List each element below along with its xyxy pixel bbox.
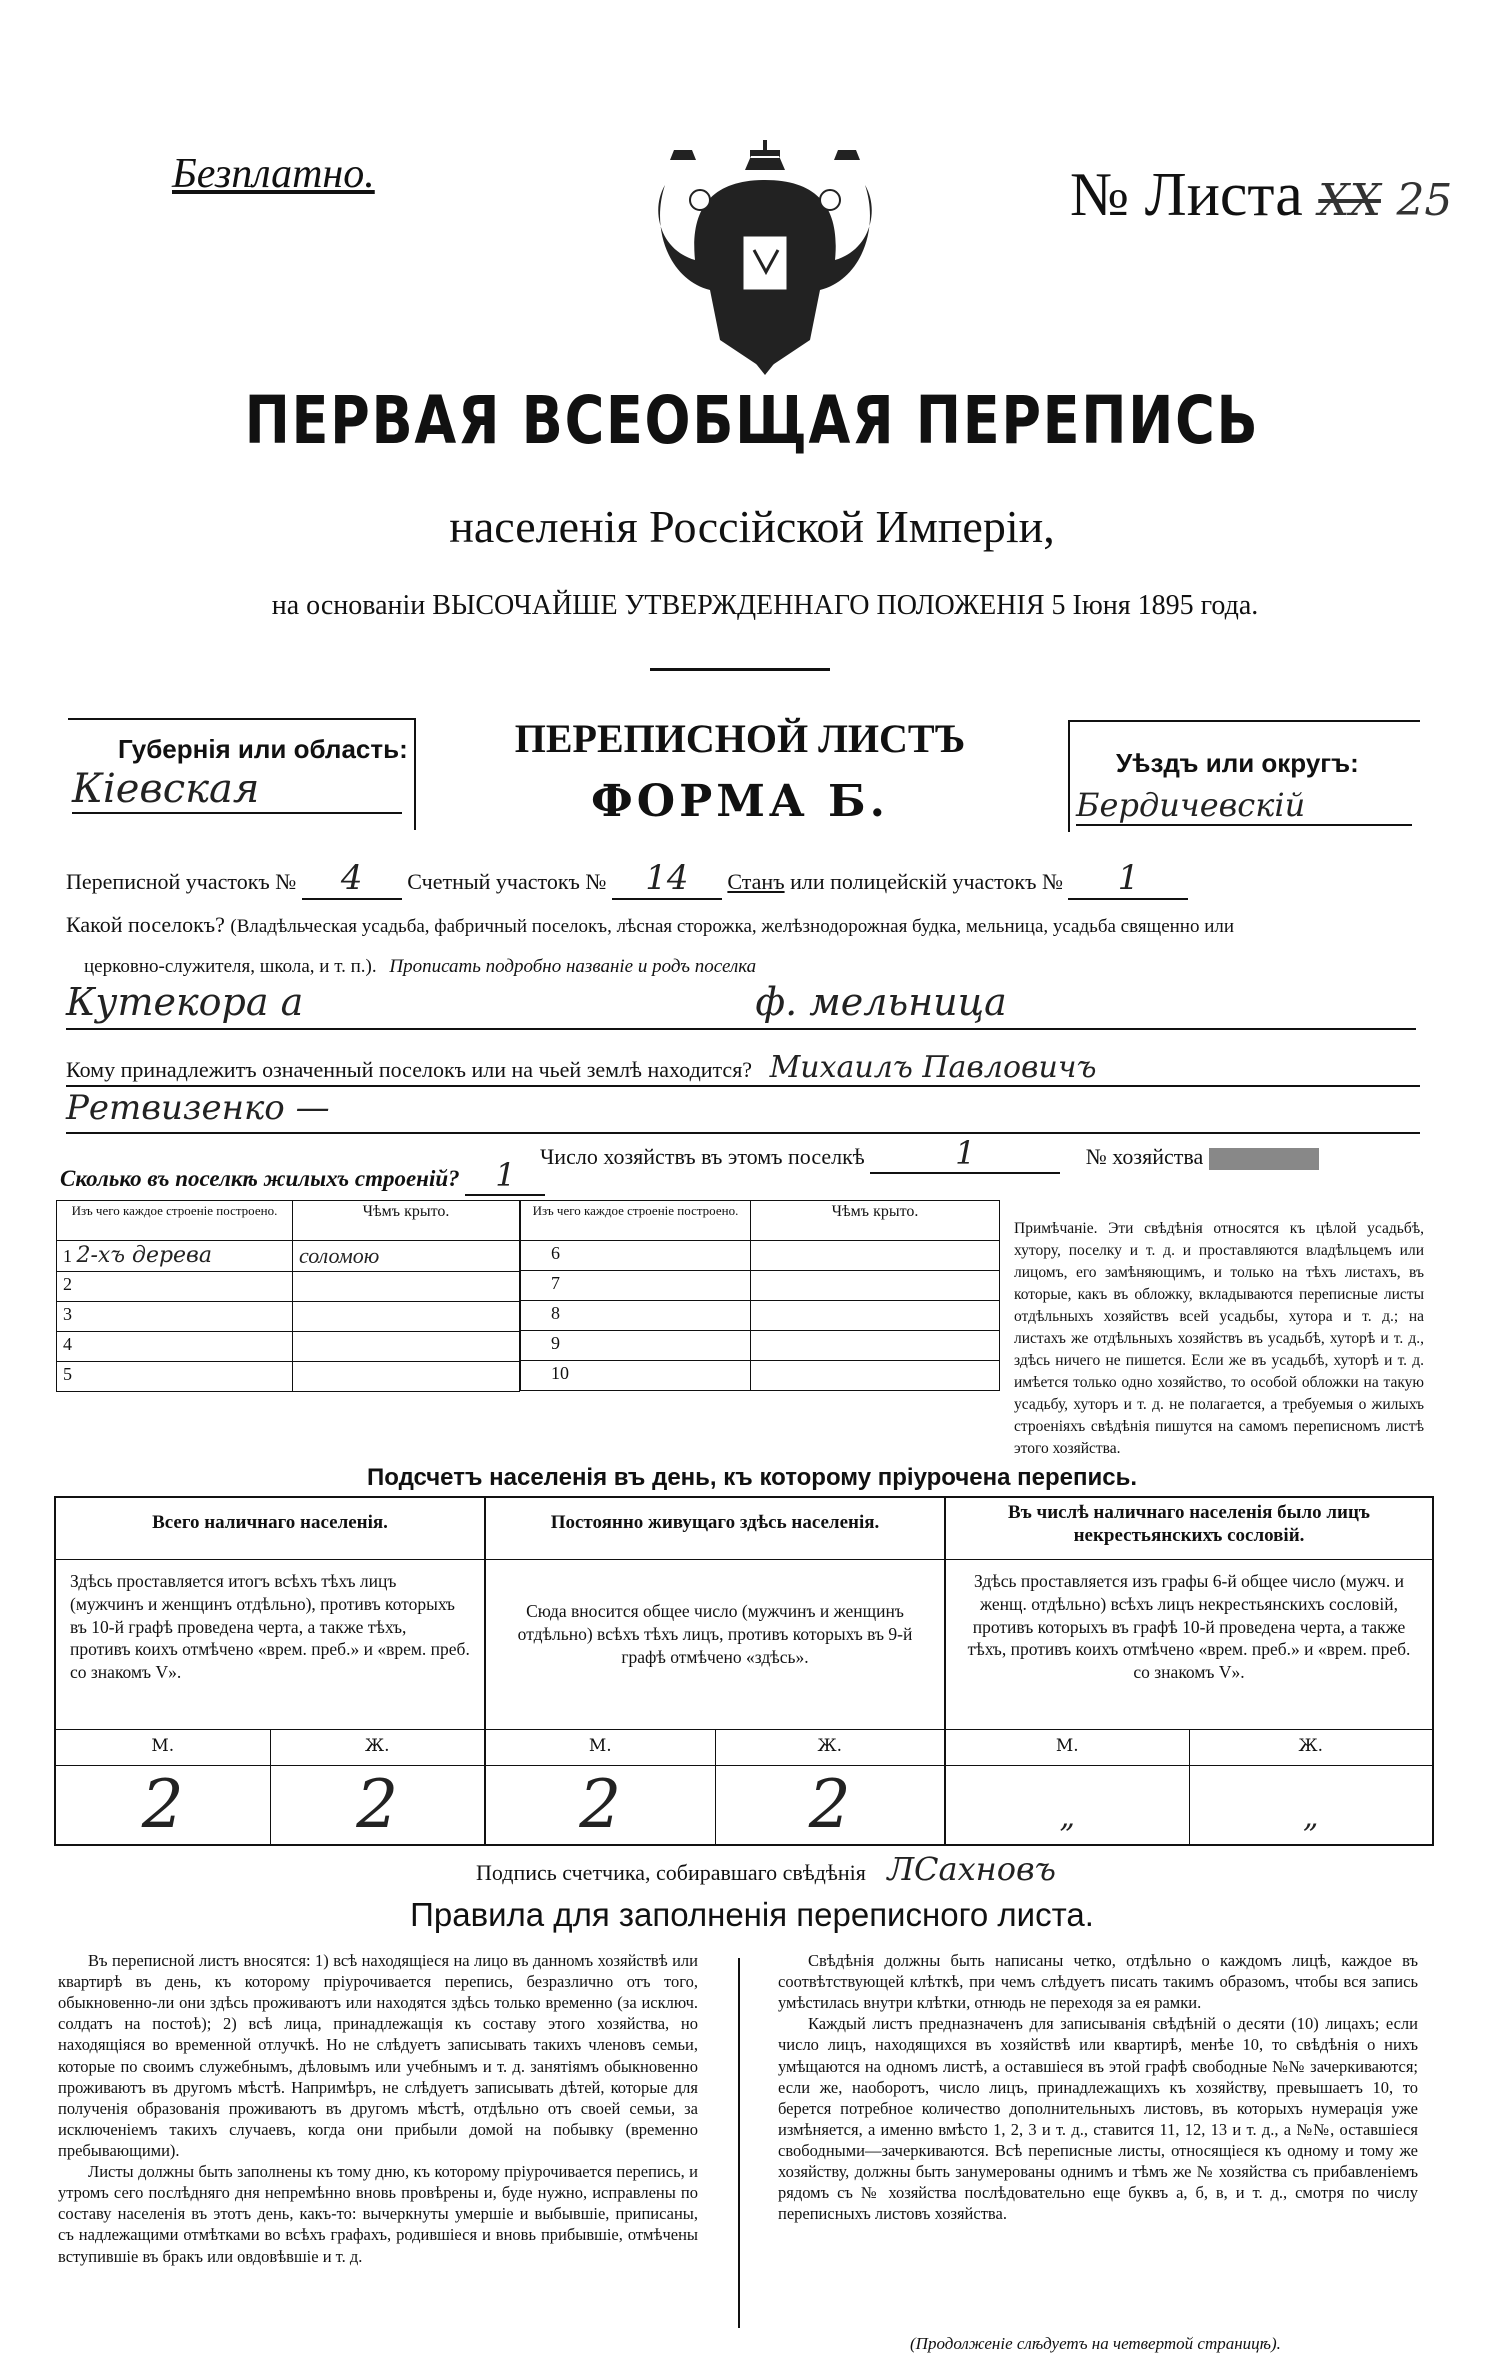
- sheet-number: № Листа XX 25: [1070, 161, 1453, 229]
- signature-value: ЛСахновъ: [887, 1850, 1056, 1888]
- uchastok-line: Переписной участокъ № 4 Счетный участокъ № 14 Станъ или полицейскій участокъ № 1: [66, 858, 1188, 900]
- continued-note: (Продолженіе слѣдуетъ на четвертой страницѣ).: [910, 2334, 1281, 2353]
- main-title: ПЕРВАЯ ВСЕОБЩАЯ ПЕРЕПИСЬ: [244, 382, 1260, 459]
- stan-value: 1: [1068, 858, 1188, 900]
- posel-value: Кутекора а ф. мельница: [66, 980, 1416, 1030]
- buildings-line: Сколько въ поселкѣ жилыхъ строеній? 1: [60, 1156, 545, 1196]
- basis-line: на основаніи ВЫСОЧАЙШЕ УТВЕРЖДЕННАГО ПОЛОЖЕНІЯ 5 Іюня 1895 года.: [271, 590, 1259, 621]
- permanent-m: 2: [486, 1766, 716, 1844]
- nonpeasant-f: „: [1302, 1800, 1319, 1835]
- rules-title: Правила для заполненія переписного листа.: [410, 1896, 1094, 1933]
- household-number-redacted: [1209, 1148, 1319, 1170]
- signature-line: Подпись счетчика, собиравшаго свѣдѣнія ЛСахновъ: [476, 1850, 1056, 1888]
- permanent-f: 2: [808, 1766, 851, 1843]
- owner-value-2: Ретвизенко —: [66, 1088, 1420, 1134]
- rules-left: Въ переписной листъ вносятся: 1) всѣ находящіеся на лицо въ данномъ хозяйствѣ или квартирѣ въ день, къ которому пріурочивается перепись, безразлично отъ того, обыкновенно-ли они здѣсь проживаютъ или находятся здѣсь только временно (за исключ. солдатъ на постоѣ); 2) всѣ лица, принадлежащія къ составу этого хозяйства, но находящіяся во временной отлучкѣ. Но не слѣдуетъ записывать такихъ членовъ семьи, которые по своимъ служебнымъ, дѣловымъ или учебнымъ и т. д. занятіямъ обыкновенно проживаютъ въ другомъ мѣстѣ. Напримѣръ, не слѣдуетъ записывать дѣтей, которые для полученія образованія проживаютъ въ другомъ мѣстѣ, отдѣльно отъ своей семьи, за исключеніемъ такихъ случаевъ, когда они прибыли домой на побывку (временно пребывающими). Листы должны быть заполнены къ тому дню, къ которому пріурочивается перепись, и утромъ сего послѣдняго дня непремѣнно вновь провѣрены и, буде нужно, исправлены по составу населенія въ этотъ день, какъ-то: вычеркнуты умершіе и выбывшіе, приписаны, съ надлежащими отмѣтками во всѣхъ графахъ, родившіеся и вновь прибывшіе, отмѣчены вступившіе въ бракъ или овдовѣвшіе и т. д.: [58, 1951, 698, 2266]
- uezd-label: Уѣздъ или округъ:: [1116, 748, 1359, 778]
- posel-line: Какой поселокъ? (Владѣльческая усадьба, фабричный поселокъ, лѣсная сторожка, желѣзнодорожная будка, мельница, усадьба священно или: [66, 912, 1235, 937]
- uezd-box: [1068, 720, 1420, 832]
- posel-hint-line: церковно-служителя, школа, и т. п.). Прописать подробно названіе и родъ поселка: [84, 956, 757, 977]
- population-col-permanent: Постоянно живущаго здѣсь населенія. Сюда вносится общее число (мужчинъ и женщинъ отдѣльно) всѣхъ тѣхъ лицъ, противъ которыхъ въ 9-й графѣ отмѣчено «здѣсь». М. Ж. 2 2: [486, 1498, 946, 1844]
- free-label: Безплатно.: [172, 151, 375, 197]
- nonpeasant-m: „: [946, 1766, 1190, 1844]
- households-value: 1: [870, 1134, 1060, 1174]
- schetny-value: 14: [612, 858, 722, 900]
- population-table: [54, 1496, 1434, 1846]
- sheet-number-value: 25: [1396, 175, 1453, 226]
- households-line: Число хозяйствъ въ этомъ поселкѣ 1 № хозяйства: [540, 1134, 1319, 1174]
- gubernia-box: [68, 718, 416, 830]
- population-title: Подсчетъ населенія въ день, къ которому пріурочена перепись.: [367, 1464, 1137, 1491]
- rules-divider: [738, 1958, 740, 2328]
- buildings-value: 1: [465, 1156, 545, 1196]
- uezd-value: Бердичевскій: [1076, 786, 1412, 826]
- total-f: 2: [356, 1766, 399, 1843]
- total-m: 2: [56, 1766, 271, 1844]
- rules-right: Свѣдѣнія должны быть написаны четко, отдѣльно о каждомъ лицѣ, каждое въ соотвѣтствующей клѣткѣ, при чемъ слѣдуетъ писать такимъ образомъ, чтобы вся запись умѣстилась внутри клѣтки, отнюдь не переходя за ея рамки. Каждый листъ предназначенъ для записыванія свѣдѣній о десяти (10) лицахъ; если число лицъ, находящихся въ хозяйствѣ или квартирѣ, менѣе 10, то свѣдѣнія о нихъ умѣщаются на одномъ листѣ, а оставшіеся въ этой графѣ свободные №№ зачеркиваются; если же, наоборотъ, число лицъ, принадлежащихъ къ хозяйству, превышаетъ 10, то берется потребное количество дополнительныхъ листовъ, въ которыхъ нумерація уже измѣняется, а именно вмѣсто 1, 2, 3 и т. д., ставится 11, 12, 13 и т. д., а №№, оставшіеся свободными—зачеркиваются. Всѣ переписные листы, относящіеся къ одному и тому же хозяйству, должны быть занумерованы однимъ и тѣмъ же № хозяйства съ прибавленіемъ рядомъ съ № хозяйства послѣдовательно еще буквъ а, б, в, и т. д., смотря по числу переписныхъ листовъ хозяйства.: [778, 1951, 1418, 2224]
- sheet-title: ПЕРЕПИСНОЙ ЛИСТЪ: [514, 716, 966, 761]
- population-col-nonpeasant: Въ числѣ наличнаго населенія было лицъ некрестьянскихъ сословій. Здѣсь проставляется изъ графы 6-й общее число (мужч. и женщ. отдѣльно) всѣхъ лицъ некрестьянскихъ сословій, противъ которыхъ въ графѣ 10-й проведена черта, а также тѣхъ, противъ коихъ отмѣчено «врем. преб.» и «врем. преб. со знакомъ V». М. Ж. „ „: [946, 1498, 1432, 1844]
- owner-value-1: Михаилъ Павловичъ: [769, 1050, 1097, 1085]
- form-heading: [440, 715, 1040, 827]
- owner-line: Кому принадлежитъ означенный поселокъ или на чьей землѣ находится? Михаилъ Павловичъ: [66, 1050, 1420, 1087]
- buildings-table-left: Изъ чего каждое строеніе построено. Чѣмъ крыто. 1 2-хъ дерева соломою 2 3 4 5: [56, 1200, 520, 1392]
- buildings-table-right: Изъ чего каждое строеніе построено. Чѣмъ крыто. 6 7 8 9 10: [520, 1200, 1000, 1391]
- uchastok-value: 4: [302, 858, 402, 900]
- gubernia-value: Кіевская: [72, 766, 402, 814]
- divider: [650, 668, 830, 671]
- gubernia-label: Губернія или область:: [118, 734, 408, 764]
- note-text: Примѣчаніе. Эти свѣдѣнія относятся къ цѣлой усадьбѣ, хутору, поселку и т. д. и проставляются владѣльцемъ или лицомъ, его замѣняющимъ, и только на тѣхъ листахъ, въ которые, какъ въ обложку, вкладываются переписные листы отдѣльныхъ хозяйствъ всей усадьбы, хутора и т. д.; на листахъ же отдѣльныхъ хозяйствъ въ усадьбѣ, хуторѣ и т. д., здѣсь ничего не пишется. Если же въ усадьбѣ, хуторѣ и т. д. имѣется только одно хозяйство, то особой обложки на такую усадьбу, хуторъ и т. д. не полагается, а требуемыя о жилыхъ строеніяхъ свѣдѣнія пишутся на самомъ переписномъ листѣ этого хозяйства.: [1014, 1220, 1424, 1457]
- sheet-number-struck: XX: [1318, 175, 1381, 226]
- coat-of-arms-icon: [650, 140, 880, 380]
- form-title: ФОРМА Б.: [591, 776, 889, 827]
- population-col-total: Всего наличнаго населенія. Здѣсь проставляется итогъ всѣхъ тѣхъ лицъ (мужчинъ и женщинъ отдѣльно), противъ которыхъ въ 10-й графѣ проведена черта, а также тѣхъ, противъ коихъ отмѣчено «врем. преб.» и «врем. преб. со знакомъ V». М. Ж. 2 2: [56, 1498, 486, 1844]
- subtitle: населенія Россійской Имперіи,: [449, 501, 1055, 552]
